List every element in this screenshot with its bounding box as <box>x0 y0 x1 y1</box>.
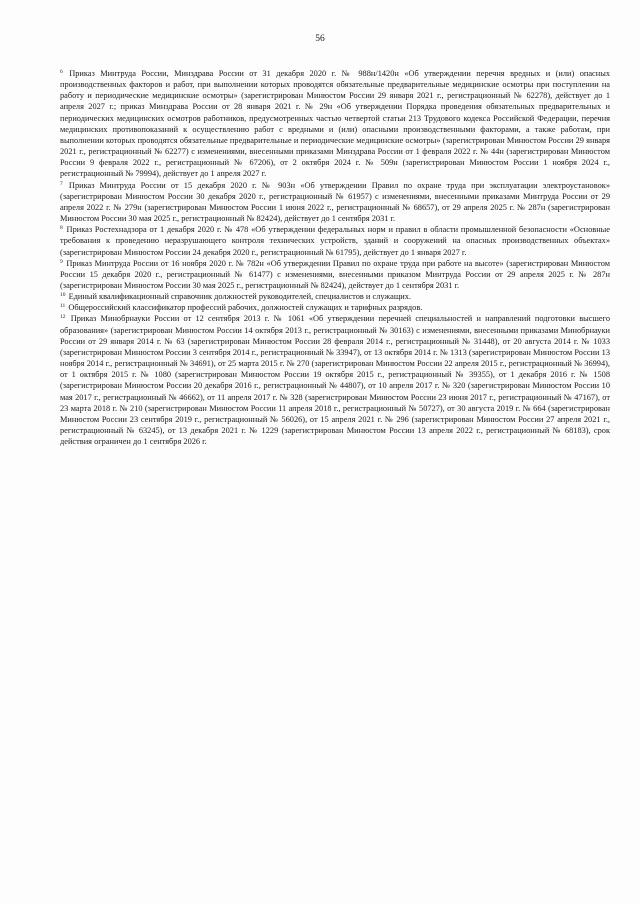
footnote-10 <box>60 291 610 302</box>
footnote-text: Приказ Минтруда России от 16 ноября 2020 г. № 782н «Об утверждении Правил по охране труда при работе на высоте» (зарегистрирован Минюстом России 15 декабря 2020 г., регистрационный № 61477) с изменениями, внесенными приказом Минтруда России от 29 апреля 2025 г. № 287н (зарегистрирован Минюстом России 30 мая 2025 г., регистрационный № 82424), действует до 1 сентября 2031 г. <box>60 258 610 290</box>
footnote-text: Единый квалификационный справочник должностей руководителей, специалистов и служащих. <box>68 292 411 302</box>
footnote-text: Общероссийский классификатор профессий рабочих, должностей служащих и тарифных разрядов. <box>68 303 423 313</box>
footnote-text: Приказ Ростехнадзора от 1 декабря 2020 г. № 478 «Об утверждении федеральных норм и правил в области промышленной безопасности «Основные требования к проведению неразрушающего контроля технических устройств, зданий и сооружений на опасных производственных объектах» (зарегистрирован Минюстом России 24 декабря 2020 г., регистрационный № 61795), действует до 1 января 2027 г. <box>60 225 610 257</box>
footnote-mark: 9 <box>60 258 63 265</box>
footnote-mark: 11 <box>60 303 66 310</box>
footnote-12 <box>60 313 610 447</box>
footnote-mark: 12 <box>60 314 66 321</box>
footnote-text: Приказ Минтруда России, Минздрава России от 31 декабря 2020 г. № 988н/1420н «Об утверждении перечня вредных и (или) опасных производственных факторов и работ, при выполнении которых проводятся обязательные предварительные медицинские осмотры при поступлении на работу и периодические медицинские осмотры» (зарегистрирован Минюстом России 29 января 2021 г., регистрационный № 62278), действует до 1 апреля 2027 г.; приказ Минздрава России от 28 января 2021 г. № 29н «Об утверждении Порядка проведения обязательных предварительных и периодических медицинских осмотров работников, предусмотренных частью четвертой статьи 213 Трудового кодекса Российской Федерации, перечня медицинских противопоказаний к осуществлению работ с вредными и (или) опасными производственными факторами, а также работам, при выполнении которых проводятся обязательные предварительные и периодические медицинские осмотры» (зарегистрирован Минюстом России 29 января 2021 г., регистрационный № 62277) с изменениями, внесенными приказами Минздрава России от 1 февраля 2022 г. № 44н (зарегистрирован Минюстом России 9 февраля 2022 г., регистрационный № 67206), от 2 октября 2024 г. № 509н (зарегистрирован Минюстом России 1 ноября 2024 г., регистрационный № 79994), действует до 1 апреля 2027 г. <box>60 69 610 179</box>
page-number: 56 <box>315 34 325 44</box>
footnote-8 <box>60 224 610 257</box>
footnotes-block <box>60 68 610 447</box>
footnote-9 <box>60 258 610 291</box>
footnote-text: Приказ Минобрнауки России от 12 сентября 2013 г. № 1061 «Об утверждении перечней специальностей и направлений подготовки высшего образования» (зарегистрирован Минюстом России 14 октября 2013 г., регистрационный № 30163) с изменениями, внесенными приказами Минобрнауки России от 29 января 2014 г. № 63 (зарегистрирован Минюстом России 28 февраля 2014 г., регистрационный № 31448), от 20 августа 2014 г. № 1033 (зарегистрирован Минюстом России 3 сентября 2014 г., регистрационный № 33947), от 13 октября 2014 г. № 1313 (зарегистрирован Минюстом России 13 ноября 2014 г., регистрационный № 34691), от 25 марта 2015 г. № 270 (зарегистрирован Минюстом России 22 апреля 2015 г., регистрационный № 36994), от 1 октября 2015 г. № 1080 (зарегистрирован Минюстом России 19 октября 2015 г., регистрационный № 39355), от 1 декабря 2016 г. № 1508 (зарегистрирован Минюстом России 20 декабря 2016 г., регистрационный № 44807), от 10 апреля 2017 г. № 320 (зарегистрирован Минюстом России 10 мая 2017 г., регистрационный № 46662), от 11 апреля 2017 г. № 328 (зарегистрирован Минюстом России 23 июня 2017 г., регистрационный № 47167), от 23 марта 2018 г. № 210 (зарегистрирован Минюстом России 11 апреля 2018 г., регистрационный № 50727), от 30 августа 2019 г. № 664 (зарегистрирован Минюстом России 23 сентября 2019 г., регистрационный № 56026), от 15 апреля 2021 г. № 296 (зарегистрирован Минюстом России 27 апреля 2021 г., регистрационный № 63245), от 13 декабря 2021 г. № 1229 (зарегистрирован Минюстом России 13 апреля 2022 г., регистрационный № 68183), срок действия ограничен до 1 сентября 2026 г. <box>60 314 610 447</box>
footnote-7 <box>60 180 610 225</box>
footnote-11 <box>60 302 610 313</box>
footnote-mark: 10 <box>60 292 66 299</box>
footnote-mark: 7 <box>60 180 63 187</box>
footnote-mark: 8 <box>60 225 63 232</box>
footnote-mark: 6 <box>60 69 63 75</box>
footnote-6 <box>60 68 610 180</box>
footnote-text: Приказ Минтруда России от 15 декабря 2020 г. № 903н «Об утверждении Правил по охране труда при эксплуатации электроустановок» (зарегистрирован Минюстом России 30 декабря 2020 г., регистрационный № 61957) с изменениями, внесенными приказами Минтруда России от 29 апреля 2022 г. № 279н (зарегистрирован Минюстом России 1 июня 2022 г., регистрационный № 68657), от 29 апреля 2025 г. № 287н (зарегистрирован Минюстом России 30 мая 2025 г., регистрационный № 82424), действует до 1 сентября 2031 г. <box>60 180 610 224</box>
